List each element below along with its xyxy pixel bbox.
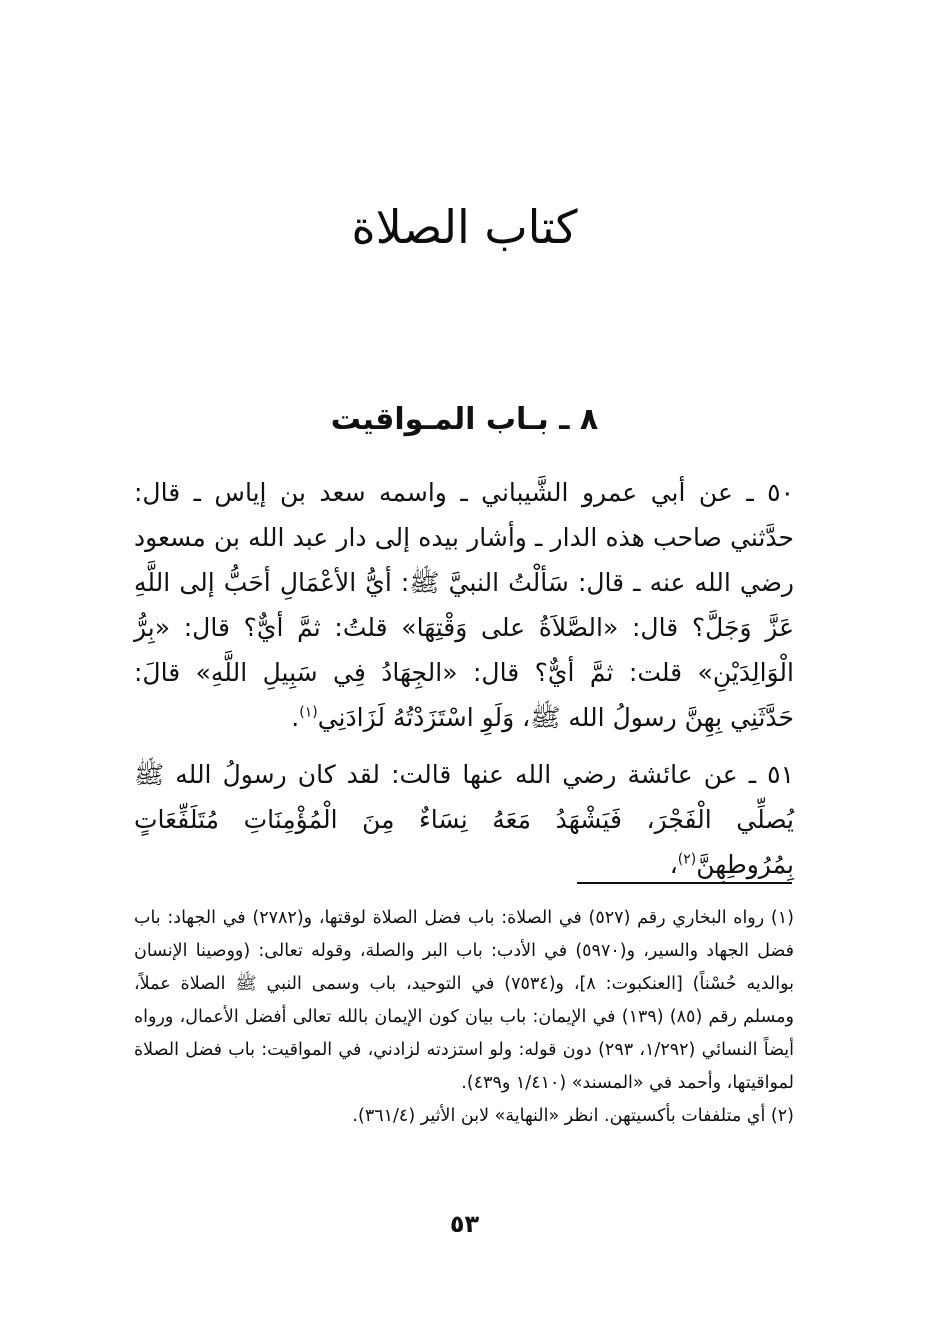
footnotes — [134, 902, 794, 1133]
hadith-51 — [134, 752, 794, 887]
book-title: كتاب الصلاة — [351, 200, 578, 254]
footnote-ref-1: (١) — [299, 704, 318, 721]
hadith-51-end: ، — [669, 850, 678, 879]
footnote-separator — [577, 882, 792, 884]
main-text — [134, 470, 794, 899]
hadith-50-text: ٥٠ ـ عن أبي عمرو الشَّيباني ـ واسمه سعد بن إياس ـ قال: حدَّثني صاحب هذه الدار ـ وأشار بيده إلى دار عبد الله بن مسعود رضي الله عنه ـ قال: سَألْتُ النبيَّ ﷺ: أيُّ الأعْمَالِ أحَبُّ إلى اللَّهِ عَزَّ وَجَلَّ؟ قال: «الصَّلاَةُ على وَقْتِهَا» قلتُ: ثمَّ أيٌّ؟ قال: «بِرُّ الْوَالِدَيْنِ» قلت: ثمَّ أيٌّ؟ قال: «الجِهَادُ فِي سَبِيلِ اللَّهِ» قالَ: حَدَّثَنِي بِهِنَّ رسولُ الله ﷺ، وَلَوِ اسْتَزَدْتُهُ لَزَادَنِي — [134, 478, 794, 732]
footnote-2: (٢) أي متلففات بأكسيتهن. انظر «النهاية» لابن الأثير (٣٦١/٤). — [352, 1106, 794, 1126]
footnote-ref-2: (٢) — [677, 851, 697, 868]
hadith-50-end: . — [291, 703, 300, 732]
footnote-1: (١) رواه البخاري رقم (٥٢٧) في الصلاة: باب فضل الصلاة لوقتها، و(٢٧٨٢) في الجهاد: باب فضل الجهاد والسير، و(٥٩٧٠) في الأدب: باب البر والصلة، وقوله تعالى: (ووصينا الإنسان بوالديه حُسْناً) [العنكبوت: ٨]، و(٧٥٣٤) في التوحيد، باب وسمى النبي ﷺ الصلاة عملاً، ومسلم رقم (٨٥) (١٣٩) في الإيمان: باب بيان كون الإيمان بالله تعالى أفضل الأعمال، ورواه أيضاً النسائي (١/٢٩٢، ٢٩٣) دون قوله: ولو استزدته لزادني، في المواقيت: باب فضل الصلاة لمواقيتها، وأحمد في «المسند» (١/٤١٠ و٤٣٩). — [134, 908, 795, 1093]
hadith-50 — [134, 470, 794, 740]
page-number: ٥٣ — [449, 1210, 480, 1238]
hadith-51-text: ٥١ ـ عن عائشة رضي الله عنها قالت: لقد كان رسولُ الله ﷺ يُصلِّي الْفَجْرَ، فَيَشْهَدُ مَعَهُ نِسَاءٌ مِنَ الْمُؤْمِنَاتِ مُتَلَفِّعَاتٍ بِمُرُوطِهِنَّ — [134, 760, 794, 879]
chapter-title: ٨ ـ بـاب المـواقيت — [330, 402, 599, 437]
